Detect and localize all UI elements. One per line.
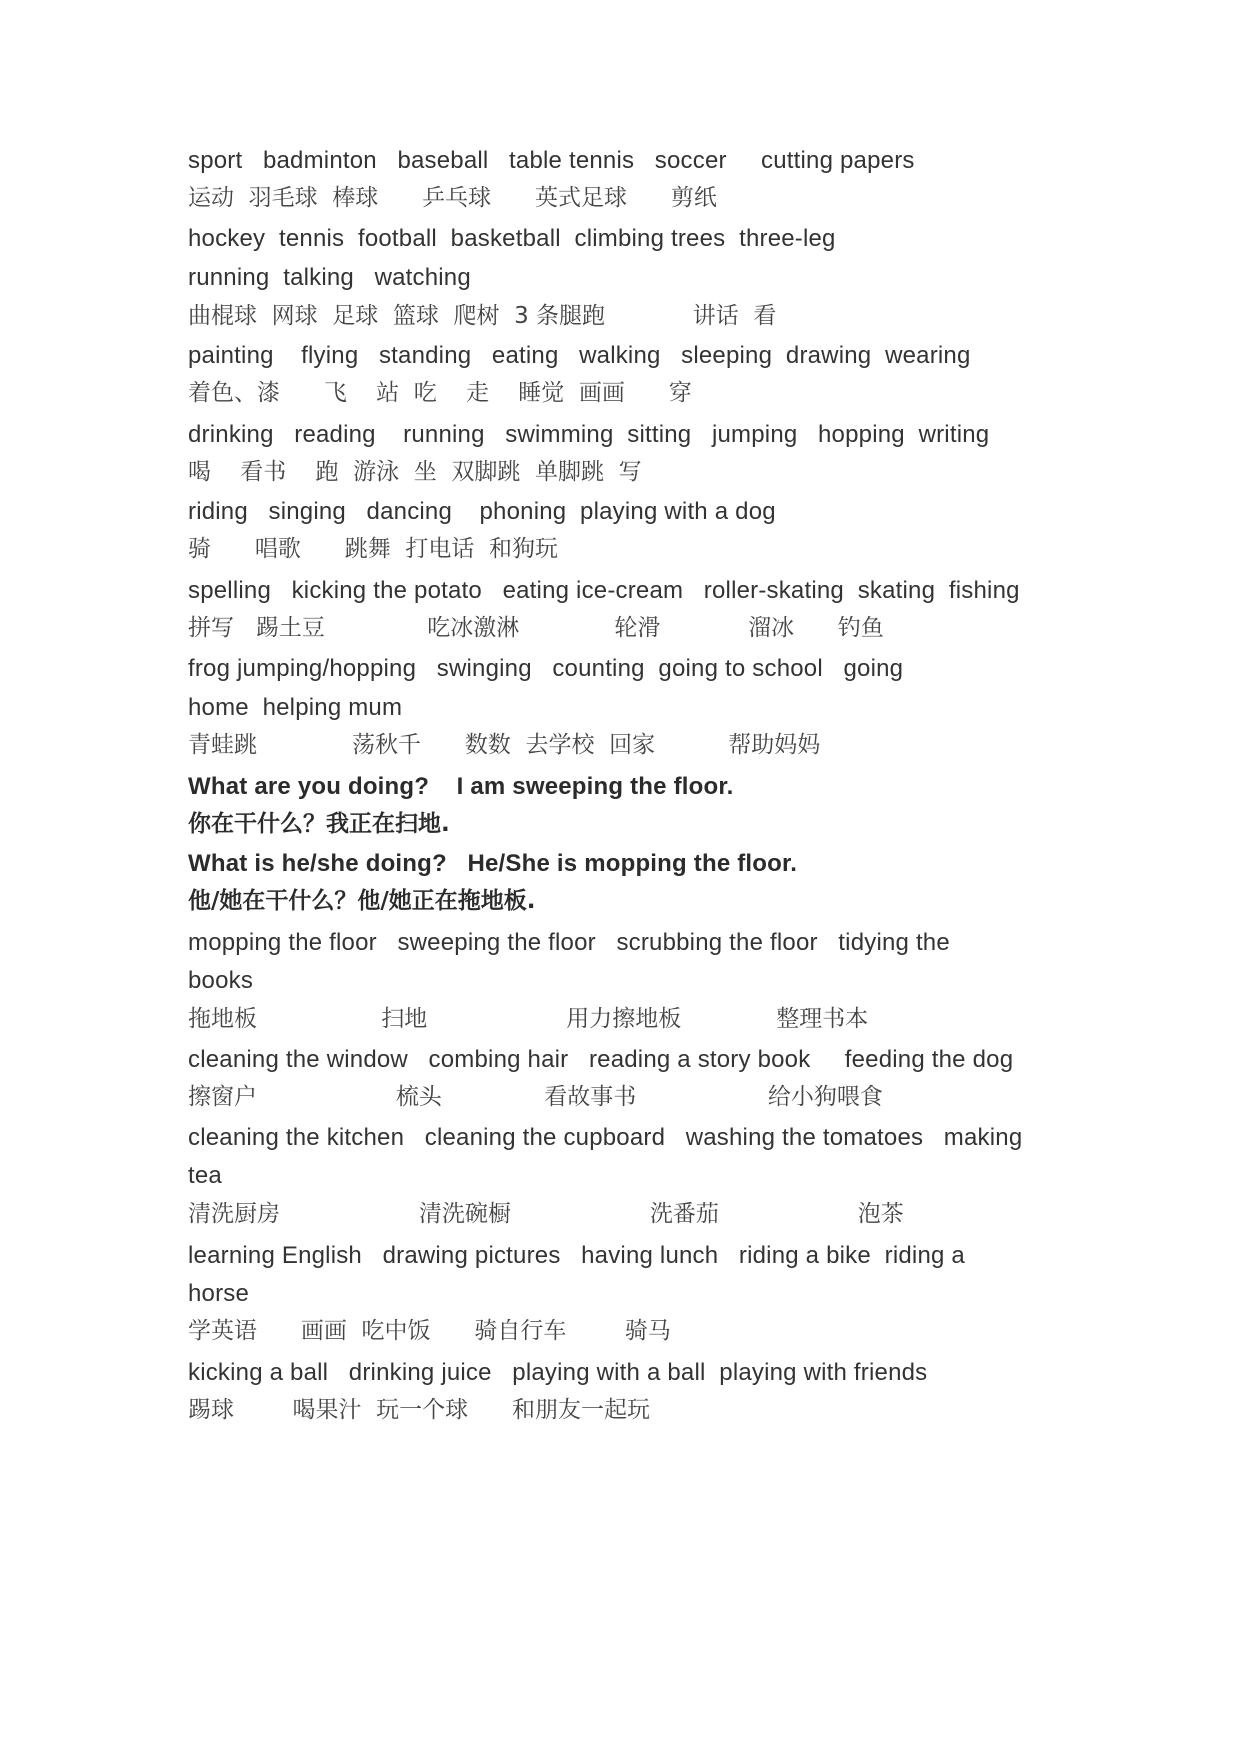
chinese-line: 骑 唱歌 跳舞 打电话 和狗玩	[188, 536, 558, 562]
english-line-bold: What is he/she doing? He/She is mopping the floor.	[188, 850, 798, 877]
english-line: cleaning the kitchen cleaning the cupboard washing the tomatoes making	[188, 1124, 1023, 1151]
english-line: books	[188, 967, 254, 994]
chinese-line: 喝 看书 跑 游泳 坐 双脚跳 单脚跳 写	[188, 459, 642, 485]
chinese-line: 拼写 踢土豆 吃冰激淋 轮滑 溜冰 钓鱼	[188, 615, 884, 641]
english-line: mopping the floor sweeping the floor scrubbing the floor tidying the	[188, 929, 950, 956]
english-line: horse	[188, 1280, 250, 1307]
english-line-bold: What are you doing? I am sweeping the floor.	[188, 773, 734, 800]
english-line: painting flying standing eating walking sleeping drawing wearing	[188, 342, 971, 369]
chinese-line: 曲棍球 网球 足球 篮球 爬树 3 条腿跑 讲话 看	[188, 303, 777, 329]
english-line: running talking watching	[188, 264, 471, 291]
chinese-line: 着色、漆 飞 站 吃 走 睡觉 画画 穿	[188, 380, 692, 406]
chinese-line-bold: 他/她在干什么？他/她正在拖地板.	[188, 888, 536, 914]
english-line: spelling kicking the potato eating ice-cream roller-skating skating fishing	[188, 577, 1020, 604]
english-line: tea	[188, 1162, 222, 1189]
chinese-line: 擦窗户 梳头 看故事书 给小狗喂食	[188, 1084, 883, 1110]
english-line: sport badminton baseball table tennis soccer cutting papers	[188, 147, 915, 174]
english-line: cleaning the window combing hair reading a story book feeding the dog	[188, 1046, 1014, 1073]
chinese-line: 清洗厨房 清洗碗橱 洗番茄 泡茶	[188, 1201, 904, 1227]
chinese-line: 踢球 喝果汁 玩一个球 和朋友一起玩	[188, 1397, 650, 1423]
english-line: home helping mum	[188, 694, 403, 721]
chinese-line: 拖地板 扫地 用力擦地板 整理书本	[188, 1006, 869, 1032]
chinese-line: 学英语 画画 吃中饭 骑自行车 骑马	[188, 1318, 671, 1344]
english-line: frog jumping/hopping swinging counting going to school going	[188, 655, 904, 682]
english-line: drinking reading running swimming sitting jumping hopping writing	[188, 421, 990, 448]
english-line: hockey tennis football basketball climbing trees three-leg	[188, 225, 836, 252]
english-line: kicking a ball drinking juice playing with a ball playing with friends	[188, 1359, 928, 1386]
chinese-line: 运动 羽毛球 棒球 乒乓球 英式足球 剪纸	[188, 185, 717, 211]
chinese-line-bold: 你在干什么？我正在扫地.	[188, 811, 450, 837]
chinese-line: 青蛙跳 荡秋千 数数 去学校 回家 帮助妈妈	[188, 732, 821, 758]
english-line: learning English drawing pictures having lunch riding a bike riding a	[188, 1242, 965, 1269]
english-line: riding singing dancing phoning playing with a dog	[188, 498, 776, 525]
